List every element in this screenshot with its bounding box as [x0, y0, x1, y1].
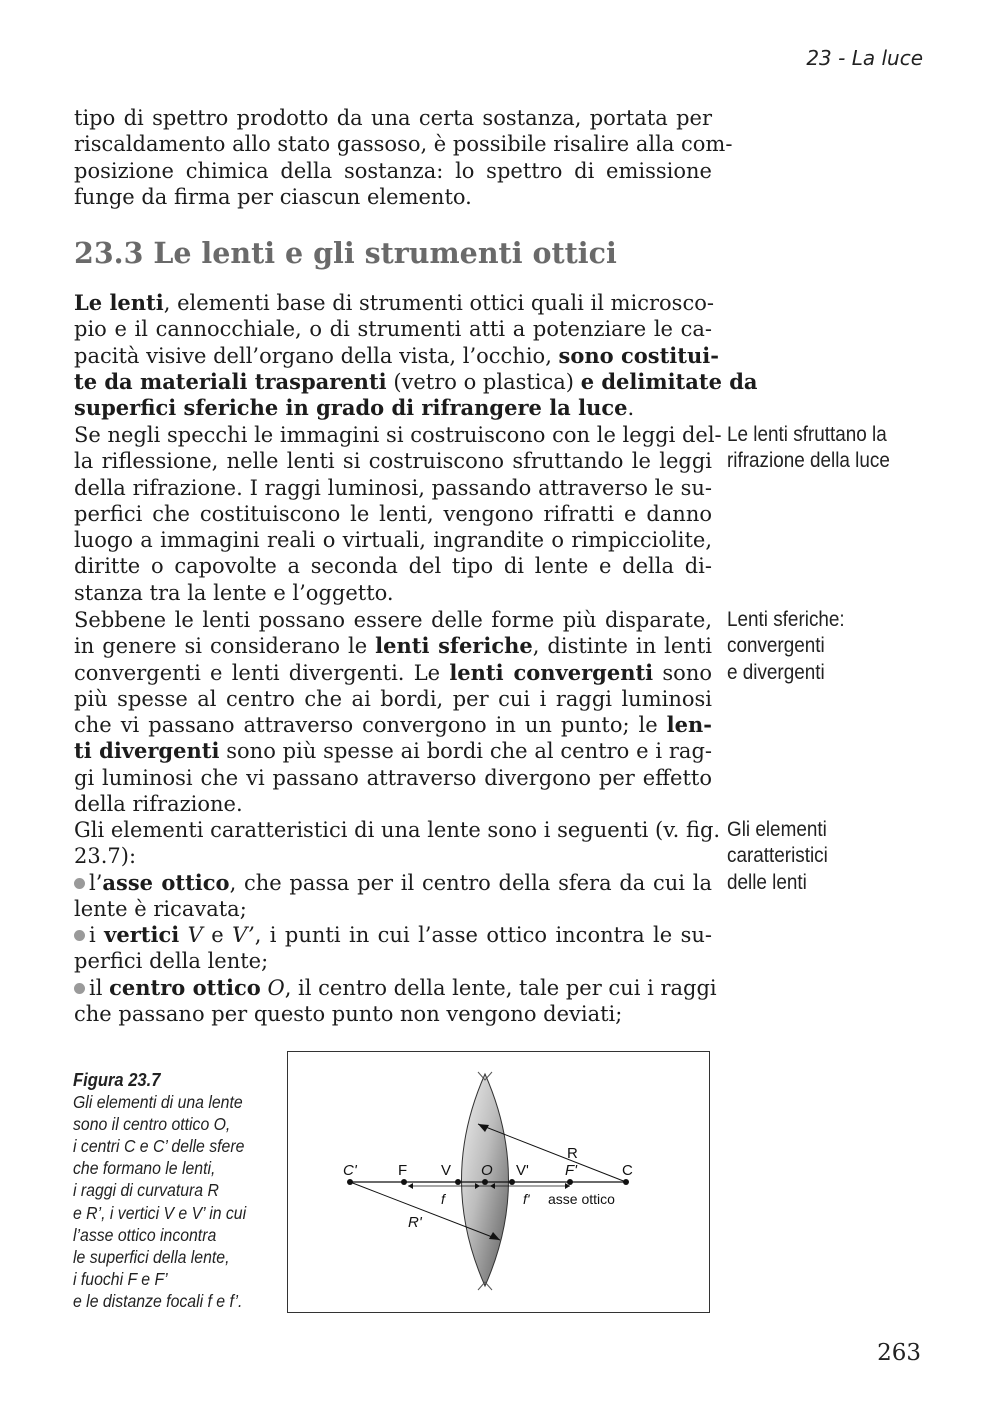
running-header: 23 - La luce [806, 46, 923, 70]
point-v-prime [509, 1179, 515, 1185]
text-span: i [89, 923, 105, 948]
point-v [455, 1179, 461, 1185]
text-line: lente è ricavata; [74, 896, 247, 921]
margin-note-line: Lenti sferiche: [727, 608, 845, 631]
margin-note-refraction [727, 422, 890, 475]
bullet-item [74, 870, 712, 896]
text-line: Sebbene le lenti possano essere delle forme più disparate, [74, 608, 712, 632]
text-line: riscaldamento allo stato gassoso, è possibile risalire alla com- [74, 132, 733, 157]
bold-term: lenti convergenti [449, 659, 654, 685]
caption-line: l’asse ottico incontra [73, 1224, 217, 1245]
margin-note-line: rifrazione della luce [727, 449, 890, 473]
figure-caption [73, 1069, 275, 1312]
text-line: diritte o capovolte a seconda del tipo di lente e della di- [74, 554, 712, 579]
paragraph-spherical-lenses [74, 607, 712, 817]
text-span: convergenti e lenti divergenti. Le [74, 660, 450, 685]
text-span: l’ [89, 870, 103, 895]
label-f: F [398, 1162, 408, 1179]
bullet-item [74, 974, 717, 1001]
caption-line: che formano le lenti, [73, 1158, 216, 1179]
label-f-small: f [441, 1191, 445, 1207]
text-span: , distinte in lenti [532, 634, 712, 659]
label-f-small-prime: f' [523, 1191, 530, 1207]
bullet-icon [74, 983, 85, 994]
text-line [74, 712, 712, 738]
caption-line: i centri C e C’ delle sfere [73, 1136, 245, 1157]
margin-note-line: Gli elementi [727, 818, 827, 841]
point-f-prime [567, 1179, 573, 1185]
text-line [74, 368, 758, 395]
bold-term: len- [666, 712, 712, 738]
bullet-icon [74, 878, 85, 889]
point-c-prime [347, 1179, 353, 1185]
bold-term: asse ottico [102, 869, 230, 895]
section-title: 23.3 Le lenti e gli strumenti ottici [74, 236, 617, 270]
text-span: , i punti in cui l’asse ottico incontra le su- [254, 923, 712, 948]
margin-note-line: e divergenti [727, 660, 825, 684]
point-f [401, 1179, 407, 1185]
caption-line: Gli elementi di una lente [73, 1092, 243, 1113]
text-line [74, 395, 712, 421]
text-line: che passano per questo punto non vengono deviati; [74, 1002, 623, 1027]
margin-note-line: Le lenti sfruttano la [727, 423, 887, 446]
bold-term: Le lenti [74, 290, 164, 315]
text-span: , elementi base di strumenti ottici quali il microsco- [163, 291, 714, 315]
paragraph-refraction [74, 422, 722, 606]
text-span: . [627, 396, 635, 421]
bold-term: sono costitui- [558, 342, 719, 368]
label-axis: asse ottico [548, 1191, 615, 1207]
text-line [74, 738, 712, 764]
bold-term: superfici sferiche in grado di rifrangere la luce [74, 395, 628, 421]
paragraph-elements [74, 817, 721, 1027]
italic-symbol: O [267, 975, 285, 1000]
text-line: Gli elementi caratteristici di una lente sono i seguenti (v. fig. [74, 818, 721, 842]
text-line: la riflessione, nelle lenti si costruiscono sfruttando le leggi [74, 449, 712, 474]
lens-figure [287, 1051, 710, 1313]
text-line: pio e il cannocchiale, o di strumenti atti a potenziare le ca- [74, 317, 712, 342]
caption-line: e le distanze focali f e f’. [73, 1290, 243, 1311]
italic-symbol: V’ [232, 923, 255, 948]
label-v: V [441, 1162, 452, 1179]
page-number: 263 [877, 1340, 921, 1366]
caption-line: i fuochi F e F’ [73, 1268, 168, 1289]
caption-line: le superfici della lente, [73, 1246, 230, 1267]
text-line: gi luminosi che vi passano attraverso divergono per effetto [74, 765, 712, 790]
text-line: perfici che costituiscono le lenti, vengono rifratti e danno [74, 501, 712, 526]
bold-term: vertici [104, 922, 180, 948]
margin-note-line: convergenti [727, 634, 825, 658]
margin-note-elements [727, 817, 828, 896]
intro-paragraph [74, 105, 733, 210]
text-span: pacità visive dell’organo della vista, l’occhio, [74, 343, 559, 368]
text-line [74, 660, 712, 686]
text-line: funge da firma per ciascun elemento. [74, 184, 472, 209]
text-line: più spesse al centro che ai bordi, per cui i raggi luminosi [74, 686, 712, 711]
text-span: , che passa per il centro della sfera da cui la [229, 870, 712, 895]
bullet-item [74, 922, 712, 948]
bold-term: lenti sferiche [375, 633, 533, 659]
text-line: 23.7): [74, 844, 137, 869]
caption-line: i raggi di curvatura R [73, 1180, 219, 1201]
text-span: sono [653, 660, 712, 685]
text-span: , il centro della lente, tale per cui i raggi [284, 975, 717, 1000]
text-line [74, 633, 712, 659]
caption-line: e R’, i vertici V e V’ in cui [73, 1202, 247, 1223]
bullet-icon [74, 930, 85, 941]
paragraph-lenses-definition [74, 290, 758, 421]
label-f-prime: F' [565, 1162, 578, 1179]
italic-symbol: V [187, 923, 203, 948]
bold-term: ti divergenti [74, 738, 220, 764]
caption-line: sono il centro ottico O, [73, 1114, 231, 1135]
text-line: posizione chimica della sostanza: lo spettro di emissione [74, 158, 712, 183]
text-line: luogo a immagini reali o virtuali, ingrandite o rimpicciolite, [74, 528, 712, 553]
lens-diagram [288, 1052, 709, 1312]
margin-note-line: caratteristici [727, 844, 828, 868]
text-span: sono più spesse ai bordi che al centro e i rag- [219, 739, 712, 764]
text-span: che vi passano attraverso convergono in un punto; le [74, 713, 667, 738]
text-span: e [202, 923, 233, 948]
text-line: della rifrazione. [74, 792, 243, 817]
label-o: O [481, 1162, 493, 1179]
figure-caption-title: Figura 23.7 [73, 1070, 161, 1090]
text-line: perfici della lente; [74, 949, 269, 974]
label-c: C [622, 1162, 633, 1179]
text-span: in genere si considerano le [74, 634, 376, 659]
text-line: tipo di spettro prodotto da una certa sostanza, portata per [74, 106, 712, 130]
text-line [74, 342, 719, 369]
text-line [74, 290, 712, 316]
text-line: della rifrazione. I raggi luminosi, passando attraverso le su- [74, 475, 712, 500]
label-c-prime: C' [343, 1162, 357, 1179]
focal-arrow-left [408, 1183, 413, 1189]
text-line: stanza tra la lente e l’oggetto. [74, 580, 394, 605]
label-r-prime: R' [408, 1214, 422, 1231]
label-r: R [567, 1145, 578, 1162]
label-v-prime: V' [516, 1162, 529, 1179]
bold-term: e delimitate da [580, 368, 758, 394]
bold-term: centro ottico [109, 974, 261, 1000]
margin-note-spherical [727, 607, 845, 686]
text-line: Se negli specchi le immagini si costruiscono con le leggi del- [74, 423, 722, 447]
text-span: il [89, 975, 110, 1000]
text-span: (vetro o plastica) [386, 369, 581, 394]
bold-term: te da materiali trasparenti [74, 368, 387, 394]
point-c [623, 1179, 629, 1185]
point-o [482, 1179, 488, 1185]
margin-note-line: delle lenti [727, 870, 807, 894]
